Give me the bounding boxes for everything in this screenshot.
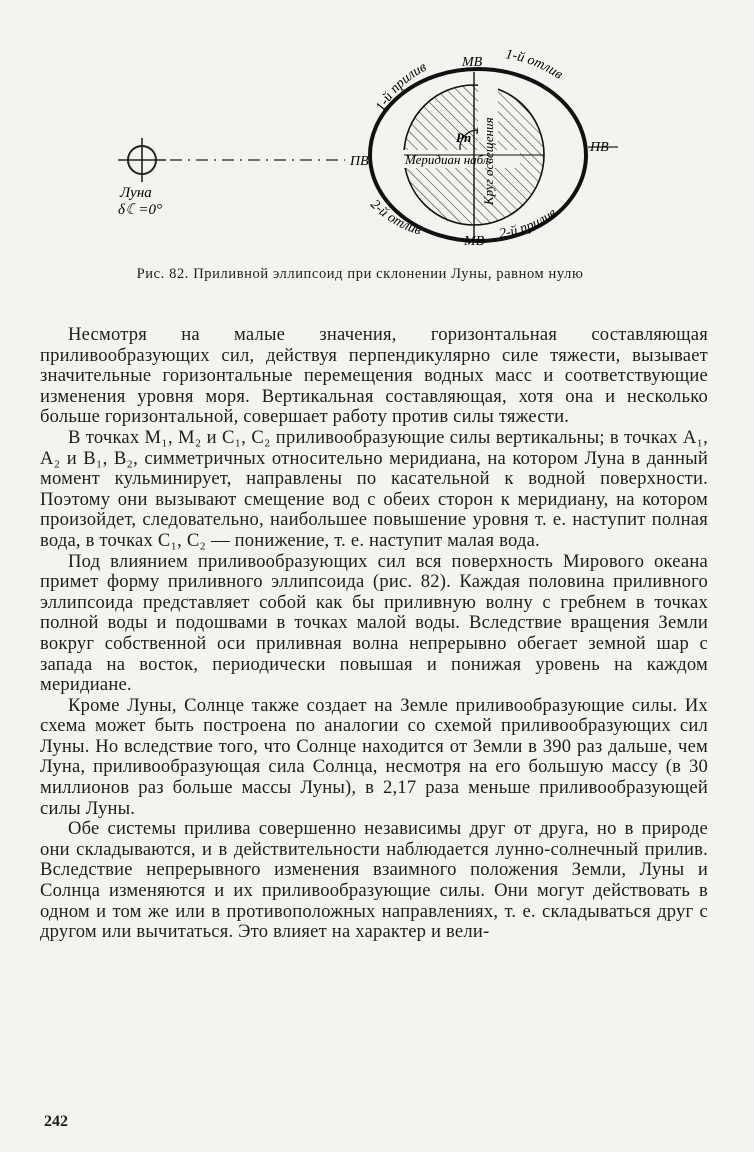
first-ebb-label: 1-й отлив: [504, 47, 566, 83]
second-flood-label: 2-й прилив: [498, 205, 560, 242]
first-ebb-label-wrap: [504, 47, 565, 83]
moon-label: Луна: [120, 185, 152, 201]
paragraph: Обе системы прилива совершенно независимы друг от друга, но в природе они складываются, и в действительности наблюдается лунно-солнечный прилив. Вследствие непрерывного изменения взаимного положения Земли, Луны и Солнца изменяются и их приливообразующие силы. Они могут действовать в одном и том же или в противоположных направлениях, т. е. складываться друг с другом или вычитаться. Это влияет на характер и вели-: [40, 818, 708, 943]
mv-bottom-label: МВ: [464, 234, 485, 249]
pv-left-label: ПВ: [350, 154, 369, 169]
observer-meridian-label: Меридиан набл.: [405, 152, 492, 167]
declination-label: δ☾=0°: [118, 202, 163, 218]
second-ebb-label: 2-й отлив: [367, 197, 423, 239]
figure-caption: Рис. 82. Приливной эллипсоид при склонении Луны, равном нулю: [136, 266, 584, 282]
body-text: [40, 325, 708, 943]
paragraph: В точках M₁, M₂ и C₁, C₂ приливообразующие силы вертикальны; в точках A₁, A₂ и B₁, B₂, симметричных относительно меридиана, на котором Луна в данный момент кульминирует, направлены по касательной к водной поверхности. Поэтому они вызывают смещение вод с обеих сторон к меридиану, на котором произойдет, следовательно, наибольшее повышение уровня т. е. наступит полная вода, в точках C₁, C₂ — понижение, т. е. наступит малая вода.: [40, 426, 708, 551]
tidal-ellipsoid-figure: [0, 0, 754, 300]
paragraph: Несмотря на малые значения, горизонтальная составляющая приливообразующих сил, действуя перпендикулярно силе тяжести, вызывает значительные горизонтальные перемещения водных масс и соответствующие изменения уровня моря. Вертикальная составляющая, хотя она и несколько больше горизонтальной, совершает работу против силы тяжести.: [40, 324, 708, 428]
first-flood-label-wrap: [373, 60, 429, 114]
force-label: Рп: [456, 130, 472, 145]
moon-symbol-icon: [118, 138, 166, 182]
paragraph: Кроме Луны, Солнце также создает на Земле приливообразующие силы. Их схема может быть построена по аналогии со схемой приливообразующих сил Луны. Но вследствие того, что Солнце находится от Земли в 390 раз дальше, чем Луна, приливообразующая сила Солнца, несмотря на его большую массу (в 30 миллионов раз больше массы Луны), в 2,17 раза меньше приливообразующей силы Луны.: [40, 694, 708, 819]
paragraph: Под влиянием приливообразующих сил вся поверхность Мирового океана примет форму приливного эллипсоида (рис. 82). Каждая половина приливного эллипсоида представляет собой как бы приливную волну с гребнем в точках полной воды и подошвами в точках малой воды. Вследствие вращения Земли вокруг собственной оси приливная волна непрерывно обегает земной шар с запада на восток, периодически повышая и понижая уровень на каждом меридиане.: [40, 550, 708, 696]
second-ebb-label-wrap: [367, 197, 423, 238]
page-number: 242: [44, 1113, 68, 1130]
first-flood-label: 1-й прилив: [373, 59, 430, 114]
illumination-circle-label: Круг освещения: [481, 117, 496, 205]
mv-top-label: МВ: [462, 55, 483, 70]
illumination-label-group: [478, 80, 498, 206]
pv-right-label: ПВ: [590, 140, 609, 155]
